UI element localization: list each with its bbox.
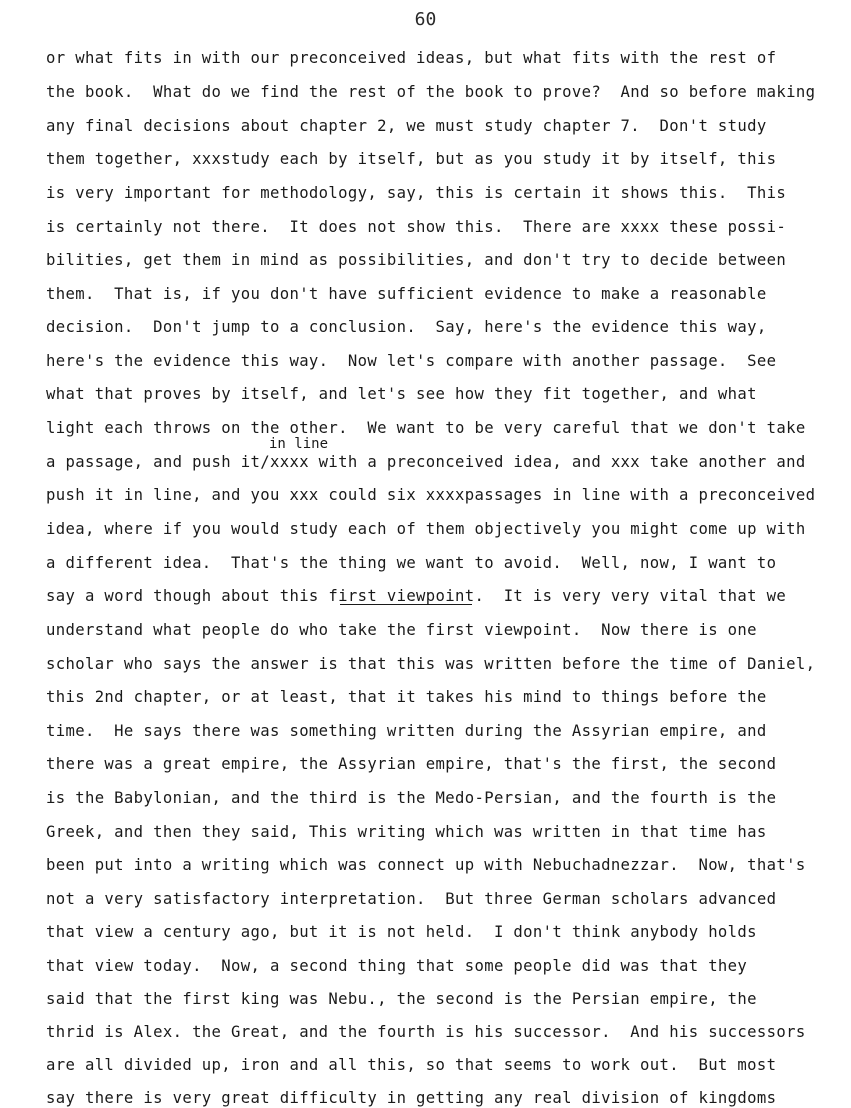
text-line: not a very satisfactory interpretation. But three German scholars advanced — [46, 890, 777, 908]
text-line: is the Babylonian, and the third is the Medo-Persian, and the fourth is the — [46, 789, 777, 807]
text-line: a passage, and push it/xxxx with a preconceived idea, and xxx take another and — [46, 453, 806, 471]
page-number: 60 — [414, 9, 437, 30]
text-line: time. He says there was something written during the Assyrian empire, and — [46, 722, 767, 740]
text-line: bilities, get them in mind as possibilities, and don't try to decide between — [46, 251, 787, 269]
text-line: said that the first king was Nebu., the second is the Persian empire, the — [46, 990, 757, 1008]
text-line: scholar who says the answer is that this was written before the time of Daniel, — [46, 655, 816, 673]
text-line: them. That is, if you don't have sufficient evidence to make a reasonable — [46, 285, 767, 303]
text-line: is very important for methodology, say, this is certain it shows this. This — [46, 184, 787, 202]
text-line: Greek, and then they said, This writing which was written in that time has — [46, 823, 767, 841]
text-line: decision. Don't jump to a conclusion. Say, here's the evidence this way, — [46, 318, 767, 336]
text-line: this 2nd chapter, or at least, that it takes his mind to things before the — [46, 688, 767, 706]
text-line: any final decisions about chapter 2, we must study chapter 7. Don't study — [46, 117, 767, 135]
text-line: there was a great empire, the Assyrian empire, that's the first, the second — [46, 755, 777, 773]
text-line: light each throws on the other. We want to be very careful that we don't take — [46, 419, 806, 437]
text-line: say there is very great difficulty in getting any real division of kingdoms — [46, 1089, 777, 1107]
text-line: what that proves by itself, and let's see how they fit together, and what — [46, 385, 757, 403]
text-line: that view a century ago, but it is not held. I don't think anybody holds — [46, 923, 757, 941]
text-line: thrid is Alex. the Great, and the fourth is his successor. And his successors — [46, 1023, 806, 1041]
text-line: that view today. Now, a second thing that some people did was that they — [46, 957, 748, 975]
handwritten-insertion: in line — [269, 436, 329, 452]
text-line: the book. What do we find the rest of the book to prove? And so before making — [46, 83, 816, 101]
text-line: a different idea. That's the thing we want to avoid. Well, now, I want to — [46, 554, 777, 572]
text-line: or what fits in with our preconceived ideas, but what fits with the rest of — [46, 49, 777, 67]
text-line: them together, xxxstudy each by itself, but as you study it by itself, this — [46, 150, 777, 168]
text-line: are all divided up, iron and all this, so that seems to work out. But most — [46, 1056, 777, 1074]
text-line: push it in line, and you xxx could six xxxxpassages in line with a preconceived — [46, 486, 816, 504]
text-line: say a word though about this first viewpoint. It is very very vital that we — [46, 587, 787, 605]
handwritten-underline — [340, 604, 472, 605]
text-line: is certainly not there. It does not show this. There are xxxx these possi- — [46, 218, 787, 236]
text-line: idea, where if you would study each of them objectively you might come up with — [46, 520, 806, 538]
text-line: here's the evidence this way. Now let's compare with another passage. See — [46, 352, 777, 370]
text-line: understand what people do who take the first viewpoint. Now there is one — [46, 621, 757, 639]
text-line: been put into a writing which was connect up with Nebuchadnezzar. Now, that's — [46, 856, 806, 874]
